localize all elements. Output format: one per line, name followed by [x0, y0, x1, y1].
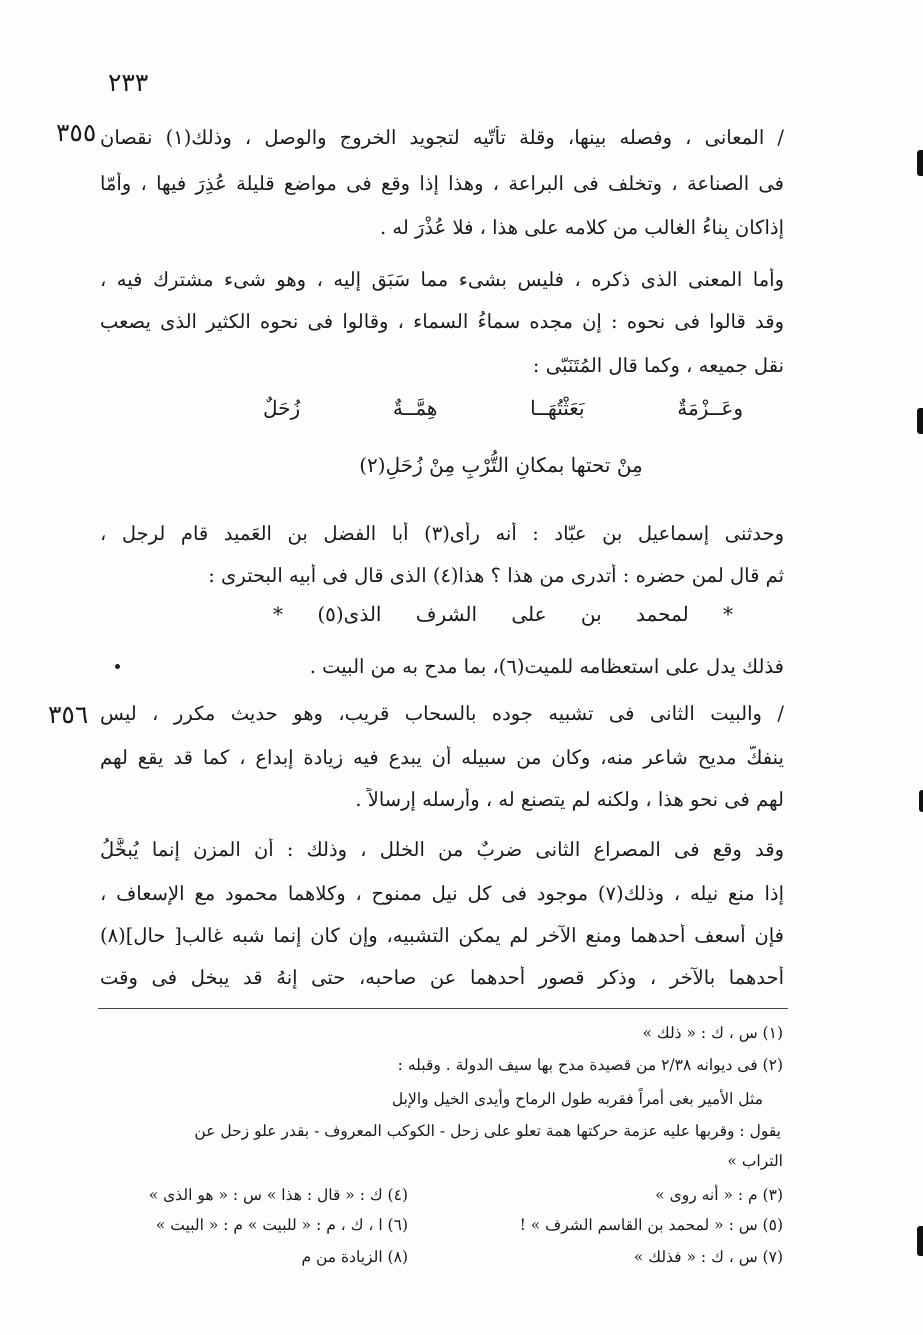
footnote: (٧) س ، ك : « فذلك » [633, 1248, 783, 1266]
text-line: / المعانى ، وفصله بينها، وقلة تأتّيه لتجويد الخروج والوصل ، وذلك(١) نقصان [100, 126, 784, 149]
scan-edge-mark [919, 790, 923, 812]
footnote: (٦) ا ، ك ، م : « للبيت » م : « البيت » [155, 1216, 408, 1234]
scan-edge-mark [917, 1226, 923, 1256]
scan-speck [115, 664, 120, 669]
page-number: ٢٣٣ [108, 68, 149, 97]
footnote: (٢) فى ديوانه ٢/٣٨ من قصيدة مدح بها سيف الدولة . وقبله : [397, 1056, 783, 1074]
footnote: (١) س ، ك : « ذلك » [642, 1024, 783, 1042]
margin-number: ٣٥٦ [48, 700, 89, 729]
footnote: يقول : وقربها عليه عزمة حركتها همة تعلو على زحل - الكوكب المعروف - بقدر علو زحل عن [194, 1122, 781, 1140]
text-line: وأما المعنى الذى ذكره ، فليس بشىء مما سَبَق إليه ، وهو شىء مشترك فيه ، [100, 268, 784, 291]
footnote: (٥) س : « لمحمد بن القاسم الشرف » ! [519, 1216, 783, 1234]
text-line: ثم قال لمن حضره : أتدرى من هذا ؟ هذا(٤) الذى قال فى أبيه البحترى : [208, 564, 784, 587]
text-line: ينفكّ مديح شاعر منه، وكان من سبيله أن يبدع فيه زيادة إبداع ، كما قد يقع لهم [100, 746, 784, 769]
footnote: التراب » [727, 1152, 783, 1170]
text-line: فذلك يدل على استعظامه للميت(٦)، بما مدح به من البيت . [309, 655, 784, 678]
scan-edge-mark [917, 408, 923, 434]
scan-edge-mark [917, 150, 923, 176]
footnote: (٣) م : « أنه روى » [655, 1186, 783, 1204]
text-line: وحدثنى إسماعيل بن عبّاد : أنه رأى(٣) أبا الفضل بن العَميد قام لرجل ، [100, 522, 784, 545]
text-line: أحدهما بالآخر ، وذكر قصور أحدهما عن صاحبه، حتى إنهُ قد يبخل فى وقت [100, 966, 784, 989]
poem-verse: وعَــزْمَةٌ بَعَثْتُهَــا هِمَّــةٌ زُحَلٌ [263, 396, 743, 420]
text-line: فإن أسعف أحدهما ومنع الآخر لم يمكن التشبيه، وإن كان إنما شبه غالب[ حال](٨) [100, 924, 784, 947]
footnote: (٤) ك : « قال : هذا » س : « هو الذى » [148, 1186, 408, 1204]
text-line: نقل جميعه ، وكما قال المُتَنَبّى : [532, 354, 784, 377]
text-line: وقد قالوا فى نحوه : إن مجده سماءُ السماء ، وقالوا فى نحوه الكثير الذى يصعب [100, 310, 784, 333]
margin-number: ٣٥٥ [56, 118, 97, 147]
text-line: / والبيت الثانى فى تشبيه جوده بالسحاب قريب، وهو حديث مكرر ، ليس [100, 702, 784, 725]
poem-verse: * لمحمد بن على الشرف الذى(٥) * [273, 602, 733, 626]
text-line: إذاكان بِناءُ الغالب من كلامه على هذا ، فلا عُذْرَ له . [380, 216, 784, 239]
text-line: فى الصناعة ، وتخلف فى البراعة ، وهذا إذا وقع فى مواضع قليلة عُذِرَ فيها ، وأمّا [100, 172, 784, 195]
poem-verse: مِنْ تحتها بمكانِ التُّرْبِ مِنْ زُحَلِ(٢) [359, 453, 643, 477]
text-line: إذا منع نيله ، وذلك(٧) موجود فى كل نيل ممنوح ، وكلاهما محمود مع الإسعاف ، [100, 882, 784, 905]
footnote-verse: مثل الأمير بغى أمراً فقربه طول الرماح وأيدى الخيل والإبل [391, 1090, 763, 1108]
text-line: وقد وقع فى المصراع الثانى ضربٌ من الخلل ، وذلك : أن المزن إنما يُبخَّلُ [100, 838, 784, 861]
text-line: لهم فى نحو هذا ، ولكنه لم يتصنع له ، وأرسله إرسالاً . [355, 788, 784, 811]
footnote: (٨) الزيادة من م [301, 1248, 408, 1266]
footnote-divider [98, 1008, 788, 1009]
